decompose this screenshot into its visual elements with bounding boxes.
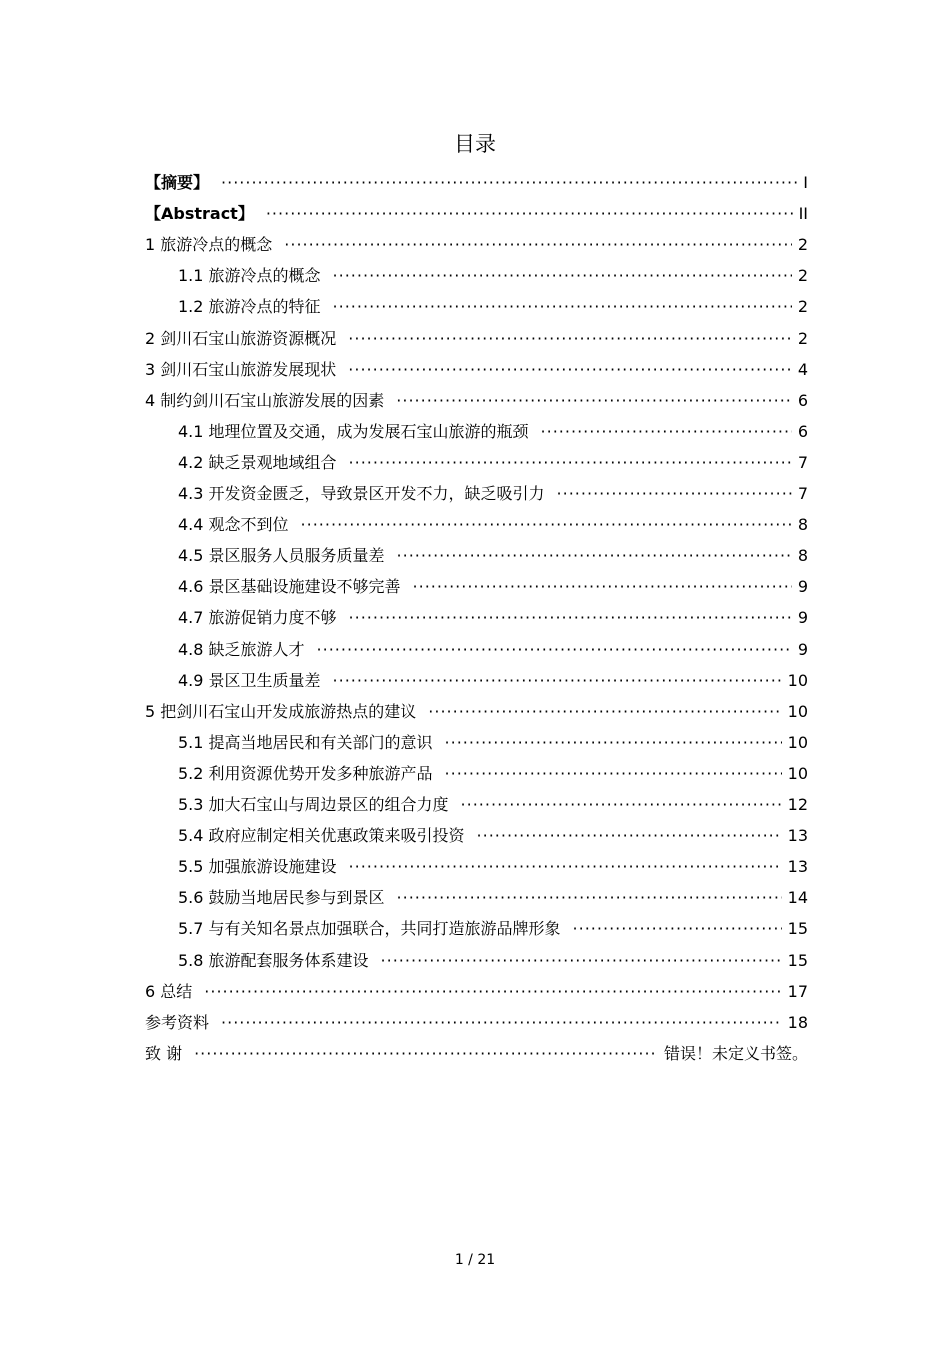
toc-entry-label: 4 制约剑川石宝山旅游发展的因素	[145, 390, 385, 410]
toc-entry-page: 4	[797, 359, 808, 379]
toc-entry-page: 8	[797, 546, 808, 566]
dot-leader	[396, 390, 792, 412]
toc-entry-label: 5.2 利用资源优势开发多种旅游产品	[178, 763, 433, 783]
toc-entry[interactable]	[145, 981, 808, 1003]
toc-entry-label: 5.1 提高当地居民和有关部门的意识	[178, 732, 433, 752]
toc-entry-label: 4.4 观念不到位	[178, 515, 289, 535]
toc-entry-page: 13	[787, 826, 808, 846]
dot-leader	[428, 701, 781, 723]
toc-entry-page: 9	[797, 577, 808, 597]
dot-leader	[573, 918, 782, 940]
dot-leader	[445, 763, 782, 785]
toc-entry-page: 10	[787, 670, 808, 690]
toc-entry[interactable]	[178, 950, 808, 972]
toc-entry-page: 错误！未定义书签。	[663, 1043, 808, 1063]
toc-entry-label: 5.5 加强旅游设施建设	[178, 857, 337, 877]
toc-entry-page: 15	[787, 919, 808, 939]
toc-entry-page: 10	[787, 763, 808, 783]
toc-entry[interactable]	[178, 296, 808, 318]
dot-leader	[348, 328, 792, 350]
toc-entry[interactable]	[178, 670, 808, 692]
toc-entry-page: 8	[797, 515, 808, 535]
dot-leader	[445, 732, 782, 754]
toc-entry-label: 【摘要】	[145, 173, 210, 192]
toc-entry-label: 1 旅游冷点的概念	[145, 235, 273, 255]
dot-leader	[317, 639, 792, 661]
dot-leader	[349, 856, 782, 878]
toc-entry-page: 14	[787, 888, 808, 908]
toc-entry-label: 5.6 鼓励当地居民参与到景区	[178, 888, 385, 908]
dot-leader	[333, 296, 792, 318]
toc-entry-page: 2	[797, 266, 808, 286]
dot-leader	[284, 234, 792, 256]
toc-entry-label: 致 谢	[145, 1043, 183, 1063]
toc-entry[interactable]	[178, 452, 808, 474]
toc-entry-label: 5.7 与有关知名景点加强联合，共同打造旅游品牌形象	[178, 919, 561, 939]
toc-entry-page: II	[798, 204, 808, 224]
toc-entry[interactable]	[145, 203, 808, 225]
toc-entry[interactable]	[145, 1043, 808, 1065]
dot-leader	[541, 421, 792, 443]
toc-entry[interactable]	[178, 887, 808, 909]
toc-entry[interactable]	[178, 607, 808, 629]
toc-entry[interactable]	[178, 421, 808, 443]
dot-leader	[397, 887, 782, 909]
toc-entry-page: 2	[797, 235, 808, 255]
toc-entry-label: 4.8 缺乏旅游人才	[178, 639, 305, 659]
toc-entry-page: 10	[787, 732, 808, 752]
toc-entry[interactable]	[145, 328, 808, 350]
toc-entry-page: 12	[787, 795, 808, 814]
toc-entry[interactable]	[178, 918, 808, 940]
toc-entry-page: 6	[797, 421, 808, 441]
dot-leader	[194, 1043, 658, 1065]
toc-entry[interactable]	[178, 545, 808, 567]
dot-leader	[349, 607, 792, 629]
toc-entry-label: 参考资料	[145, 1012, 210, 1032]
toc-entry-label: 4.7 旅游促销力度不够	[178, 608, 337, 628]
dot-leader	[557, 483, 792, 505]
toc-entry[interactable]	[145, 390, 808, 412]
toc-entry[interactable]	[178, 576, 808, 598]
toc-entry-label: 5.4 政府应制定相关优惠政策来吸引投资	[178, 826, 465, 846]
toc-entry[interactable]	[145, 172, 808, 194]
toc-entry[interactable]	[178, 514, 808, 536]
toc-entry-label: 【Abstract】	[145, 204, 254, 224]
toc-entry-label: 5 把剑川石宝山开发成旅游热点的建议	[145, 701, 417, 721]
toc-entry-page: 6	[797, 390, 808, 410]
toc-entry-page: 10	[787, 701, 808, 721]
toc-entry-label: 4.9 景区卫生质量差	[178, 670, 321, 690]
toc-entry-page: 17	[787, 981, 808, 1001]
toc-entry-label: 1.2 旅游冷点的特征	[178, 297, 321, 317]
toc-entry-page: 18	[787, 1012, 808, 1032]
dot-leader	[477, 825, 782, 847]
dot-leader	[221, 172, 797, 194]
toc-entry-label: 6 总结	[145, 981, 193, 1001]
dot-leader	[301, 514, 792, 536]
toc-entry-label: 5.8 旅游配套服务体系建设	[178, 950, 369, 970]
toc-entry-page: 13	[787, 857, 808, 877]
toc-entry-label: 4.1 地理位置及交通，成为发展石宝山旅游的瓶颈	[178, 421, 529, 441]
toc-entry-page: 7	[797, 452, 808, 472]
dot-leader	[461, 794, 782, 816]
toc-entry-page: 2	[797, 297, 808, 317]
toc-entry[interactable]	[178, 732, 808, 754]
dot-leader	[266, 203, 793, 225]
dot-leader	[413, 576, 792, 598]
toc-entry[interactable]	[178, 825, 808, 847]
toc-title: 目录	[454, 132, 496, 156]
dot-leader	[333, 670, 782, 692]
dot-leader	[204, 981, 781, 1003]
toc-entry[interactable]	[145, 701, 808, 723]
toc-entry[interactable]	[145, 359, 808, 381]
toc-entry-label: 5.3 加大石宝山与周边景区的组合力度	[178, 795, 449, 814]
toc-entry-label: 1.1 旅游冷点的概念	[178, 266, 321, 286]
toc-entry-page: I	[803, 173, 808, 192]
toc-entry-label: 4.2 缺乏景观地域组合	[178, 452, 337, 472]
dot-leader	[221, 1012, 782, 1034]
toc-entry-page: 2	[797, 328, 808, 348]
toc-entry[interactable]	[178, 794, 808, 816]
toc-entry[interactable]	[178, 265, 808, 287]
toc-entry-label: 4.3 开发资金匮乏，导致景区开发不力，缺乏吸引力	[178, 484, 545, 503]
dot-leader	[348, 359, 792, 381]
toc-entry[interactable]	[178, 763, 808, 785]
toc-entry[interactable]	[178, 856, 808, 878]
toc-entry[interactable]	[178, 639, 808, 661]
toc-entry-label: 2 剑川石宝山旅游资源概况	[145, 328, 337, 348]
toc-entry-page: 9	[797, 639, 808, 659]
toc-entry-page: 15	[787, 950, 808, 970]
dot-leader	[381, 950, 782, 972]
toc-entry-label: 3 剑川石宝山旅游发展现状	[145, 359, 337, 379]
page-number-footer: 1 / 21	[454, 1252, 496, 1268]
toc-entry-label: 4.5 景区服务人员服务质量差	[178, 546, 385, 566]
toc-entry[interactable]	[145, 1012, 808, 1034]
toc-entry-page: 7	[797, 484, 808, 503]
dot-leader	[333, 265, 792, 287]
toc-entry-label: 4.6 景区基础设施建设不够完善	[178, 577, 401, 597]
dot-leader	[397, 545, 792, 567]
toc-entry[interactable]	[145, 234, 808, 256]
dot-leader	[349, 452, 792, 474]
toc-entry[interactable]	[178, 483, 808, 505]
toc-entry-page: 9	[797, 608, 808, 628]
